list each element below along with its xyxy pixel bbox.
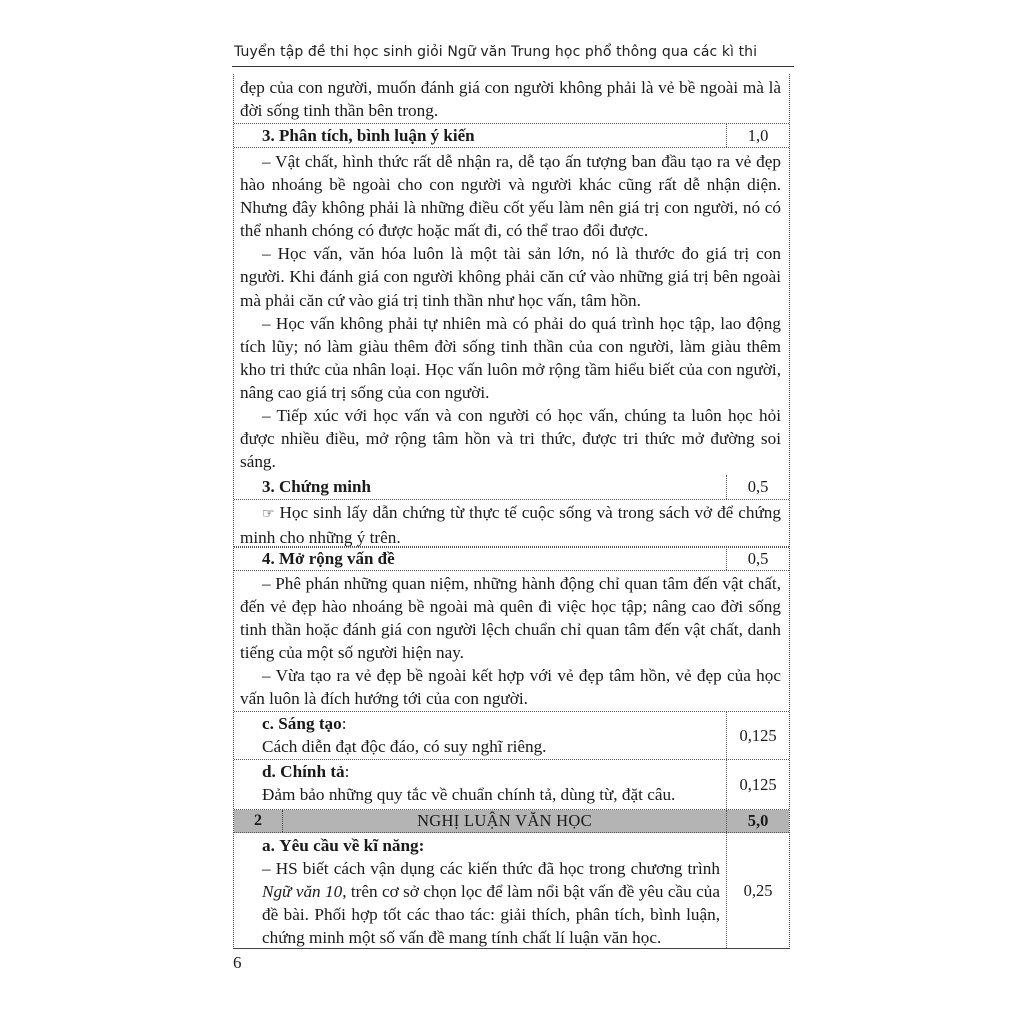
paragraph: – Phê phán những quan niệm, những hành động chỉ quan tâm đến vật chất, đến vẻ đẹp hào nhoáng bề ngoài mà quên đi việc học tập; nâng cao đời sống tinh thần hoặc đánh giá con người lệch chuẩn chỉ quan tâm đến vật chất, danh tiếng của một số người hiện nay. bbox=[240, 574, 781, 663]
paragraph: – Học vấn không phải tự nhiên mà có phải do quá trình học tập, lao động tích lũy; nó làm giàu thêm đời sống tinh thần của con người, làm giàu thêm kho tri thức của nhân loại. Học vấn luôn mở rộng tầm hiểu biết của con người, nâng cao giá trị sống của con người. bbox=[240, 313, 781, 402]
section-number: 3. bbox=[262, 126, 275, 145]
paragraph: – Tiếp xúc với học vấn và con người có học vấn, chúng ta luôn học hỏi được nhiều điều, mở rộng tâm hồn và tri thức, được tri thức mở đường soi sáng. bbox=[240, 406, 781, 472]
table-row bbox=[234, 124, 789, 148]
table-row bbox=[234, 74, 789, 124]
item-title: Sáng tạo bbox=[278, 714, 342, 733]
score-cell: 0,25 bbox=[726, 833, 789, 948]
header-rule bbox=[232, 66, 794, 67]
section-heading bbox=[262, 126, 475, 146]
table-row bbox=[234, 712, 789, 760]
row-text: , trên cơ sở chọn lọc để làm nổi bật vấn đề yêu cầu của đề bài. Phối hợp tốt các thao tác: giải thích, phân tích, bình luận, chứng minh một số vấn đề mang tính chất lí luận văn học. bbox=[262, 882, 720, 948]
paragraph: – Học vấn, văn hóa luôn là một tài sản lớn, nó là thước đo giá trị con người. Khi đánh giá con người không phải căn cứ vào những giá trị bên ngoài mà phải căn cứ vào giá trị tinh thần như học vấn, tâm hồn. bbox=[240, 244, 781, 310]
section-header-row bbox=[234, 810, 789, 833]
score-cell: 0,5 bbox=[726, 475, 789, 499]
score-cell: 0,125 bbox=[726, 760, 789, 809]
paragraph: – Vật chất, hình thức rất dễ nhận ra, dễ tạo ấn tượng ban đầu tạo ra vẻ đẹp hào nhoáng bề ngoài cho con người và người khác cũng rất dễ nhận diện. Nhưng đây không phải là những điều cốt yếu làm nên giá trị con người, nó có thể nhanh chóng có được hoặc mất đi, có thể trao đổi được. bbox=[240, 152, 781, 241]
row-text: Cách diễn đạt độc đáo, có suy nghĩ riêng. bbox=[262, 737, 547, 757]
row-text: Học sinh lấy dẫn chứng từ thực tế cuộc sống và trong sách vở để chứng minh cho những ý trên. bbox=[240, 503, 781, 548]
page-number: 6 bbox=[233, 953, 242, 972]
pointing-hand-icon: ☞ bbox=[262, 506, 275, 522]
colon: : bbox=[344, 762, 350, 781]
score-cell: 0,125 bbox=[726, 712, 789, 759]
scoring-table bbox=[233, 74, 790, 949]
row-text: đẹp của con người, muốn đánh giá con người không phải là vẻ bề ngoài mà là đời sống tinh thần bên trong. bbox=[240, 78, 781, 121]
section-heading bbox=[262, 477, 371, 497]
item-label: d. bbox=[262, 762, 276, 781]
section-title: NGHỊ LUẬN VĂN HỌC bbox=[417, 811, 592, 830]
section-number: 4. bbox=[262, 549, 275, 568]
row-text: – HS biết cách vận dụng các kiến thức đã học trong chương trình bbox=[262, 859, 720, 879]
colon: : bbox=[341, 714, 347, 733]
table-row bbox=[234, 500, 789, 547]
section-title: Phân tích, bình luận ý kiến bbox=[279, 126, 475, 145]
row-text: Đảm bảo những quy tắc về chuẩn chính tả, dùng từ, đặt câu. bbox=[262, 785, 676, 805]
section-title: Chứng minh bbox=[279, 477, 371, 496]
table-row bbox=[234, 760, 789, 810]
table-row bbox=[234, 571, 789, 712]
score-cell: 1,0 bbox=[726, 124, 789, 147]
section-number: 2 bbox=[234, 810, 283, 832]
table-row bbox=[234, 475, 789, 500]
paragraph: – Vừa tạo ra vẻ đẹp bề ngoài kết hợp với vẻ đẹp tâm hồn, vẻ đẹp của học vấn luôn là đích hướng tới của con người. bbox=[240, 666, 781, 709]
section-heading bbox=[262, 549, 395, 569]
section-title: Mở rộng vấn đề bbox=[279, 549, 395, 568]
running-header: Tuyển tập đề thi học sinh giỏi Ngữ văn Trung học phổ thông qua các kì thi bbox=[234, 44, 758, 60]
item-title: Chính tả bbox=[280, 762, 345, 781]
italic-title: Ngữ văn 10 bbox=[262, 882, 343, 902]
score-cell: 5,0 bbox=[726, 810, 789, 832]
item-title: Yêu cầu về kĩ năng: bbox=[279, 836, 425, 855]
score-cell: 0,5 bbox=[726, 547, 789, 570]
item-label: c. bbox=[262, 714, 274, 733]
section-number: 3. bbox=[262, 477, 275, 496]
table-row bbox=[234, 833, 789, 948]
item-label: a. bbox=[262, 836, 275, 855]
table-row bbox=[234, 547, 789, 571]
